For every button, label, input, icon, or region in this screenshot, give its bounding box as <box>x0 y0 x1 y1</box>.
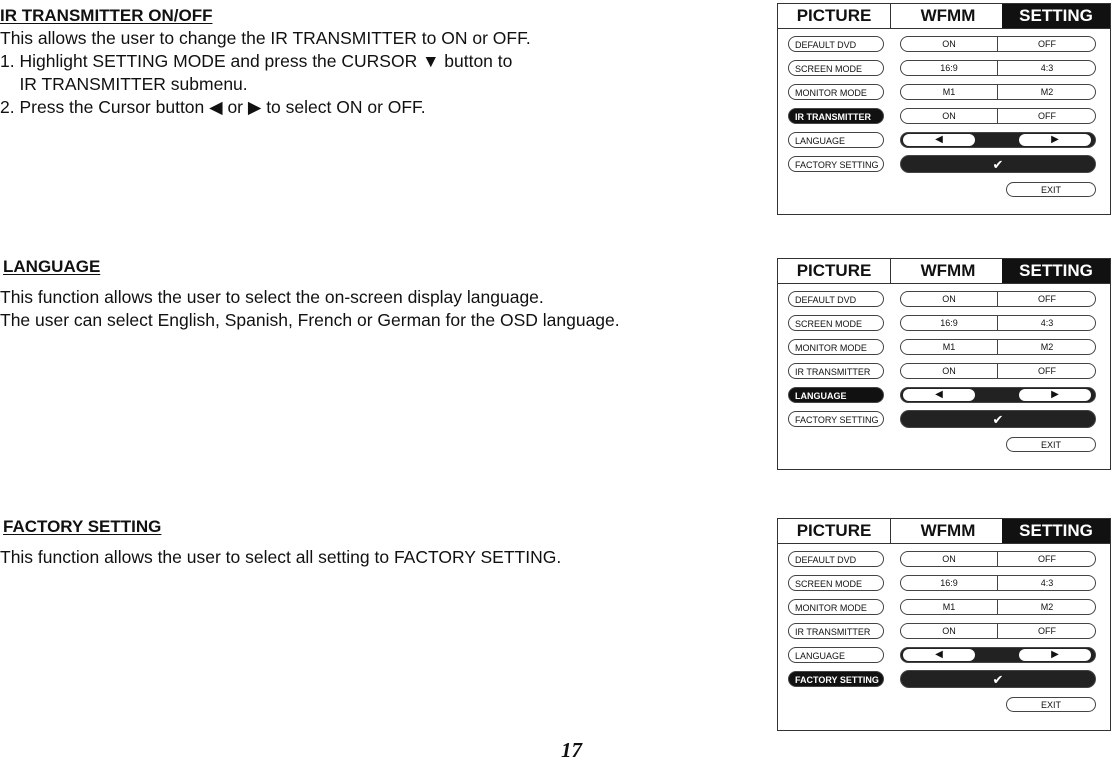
osd-option-pair <box>900 623 1096 639</box>
osd-option[interactable]: OFF <box>997 37 1096 51</box>
osd-option[interactable]: ON <box>942 626 956 636</box>
paragraph-line: This function allows the user to select all setting to FACTORY SETTING. <box>0 547 562 567</box>
language-selector[interactable] <box>900 132 1096 148</box>
osd-option[interactable]: ON <box>942 111 956 121</box>
osd-option-pair <box>900 551 1096 567</box>
left-arrow-icon[interactable]: ◀ <box>903 649 975 661</box>
osd-option[interactable]: M2 <box>997 340 1096 354</box>
osd-row-label[interactable]: MONITOR MODE <box>788 84 884 100</box>
language-selector[interactable] <box>900 647 1096 663</box>
paragraph-line: 2. Press the Cursor button ◀ or ▶ to select ON or OFF. <box>0 97 426 117</box>
osd-option[interactable]: OFF <box>997 552 1096 566</box>
section-language <box>0 256 620 332</box>
paragraph-line: This function allows the user to select the on-screen display language. <box>0 287 544 307</box>
section-ir-transmitter <box>0 5 531 119</box>
tab-setting[interactable]: SETTING <box>1002 519 1110 543</box>
osd-option[interactable]: M2 <box>997 85 1096 99</box>
factory-reset-confirm[interactable] <box>900 670 1096 688</box>
tab-wfmm[interactable]: WFMM <box>920 261 976 280</box>
osd-row-label[interactable]: SCREEN MODE <box>788 60 884 76</box>
tab-setting[interactable]: SETTING <box>1002 4 1110 28</box>
exit-button[interactable]: EXIT <box>1006 437 1096 452</box>
osd-option[interactable]: ON <box>942 294 956 304</box>
osd-tab-bar <box>778 259 1110 284</box>
osd-row-label[interactable]: IR TRANSMITTER <box>788 363 884 379</box>
tab-wfmm[interactable]: WFMM <box>920 521 976 540</box>
tab-picture[interactable]: PICTURE <box>778 259 891 283</box>
section-heading: IR TRANSMITTER ON/OFF <box>0 6 213 25</box>
exit-button[interactable]: EXIT <box>1006 182 1096 197</box>
osd-row-label[interactable]: MONITOR MODE <box>788 339 884 355</box>
osd-row-label[interactable]: DEFAULT DVD <box>788 551 884 567</box>
osd-row-label[interactable]: SCREEN MODE <box>788 315 884 331</box>
osd-row-label[interactable]: DEFAULT DVD <box>788 291 884 307</box>
osd-row-label[interactable]: MONITOR MODE <box>788 599 884 615</box>
osd-row-label[interactable]: DEFAULT DVD <box>788 36 884 52</box>
osd-option-pair <box>900 291 1096 307</box>
osd-row-label[interactable]: SCREEN MODE <box>788 575 884 591</box>
right-arrow-icon[interactable]: ▶ <box>1019 649 1091 661</box>
osd-option[interactable]: ON <box>942 39 956 49</box>
osd-option-pair <box>900 363 1096 379</box>
osd-option[interactable]: ON <box>942 366 956 376</box>
osd-option[interactable]: 16:9 <box>940 578 958 588</box>
osd-option[interactable]: M1 <box>942 602 956 612</box>
checkmark-icon: ✔ <box>992 157 1004 172</box>
checkmark-icon: ✔ <box>992 412 1004 427</box>
page-number: 17 <box>561 738 582 762</box>
osd-option-pair <box>900 84 1096 100</box>
osd-option[interactable]: OFF <box>997 292 1096 306</box>
osd-option[interactable]: OFF <box>997 364 1096 378</box>
osd-option-pair <box>900 339 1096 355</box>
osd-option-pair <box>900 36 1096 52</box>
osd-option-pair <box>900 60 1096 76</box>
tab-setting[interactable]: SETTING <box>1002 259 1110 283</box>
osd-row-label[interactable]: FACTORY SETTING <box>788 411 884 427</box>
osd-option[interactable]: M2 <box>997 600 1096 614</box>
tab-wfmm[interactable]: WFMM <box>920 6 976 25</box>
exit-button[interactable]: EXIT <box>1006 697 1096 712</box>
checkmark-icon: ✔ <box>992 672 1004 687</box>
osd-row-label[interactable]: LANGUAGE <box>788 132 884 148</box>
osd-option[interactable]: 16:9 <box>940 318 958 328</box>
osd-panel-factory-setting <box>777 518 1111 731</box>
factory-reset-confirm[interactable] <box>900 155 1096 173</box>
osd-option[interactable]: M1 <box>942 87 956 97</box>
osd-panel-language <box>777 258 1111 470</box>
osd-panel-ir-transmitter <box>777 3 1111 215</box>
paragraph-line: The user can select English, Spanish, French or German for the OSD language. <box>0 310 620 330</box>
osd-row-label[interactable]: IR TRANSMITTER <box>788 623 884 639</box>
osd-tab-bar <box>778 519 1110 544</box>
section-factory-setting <box>0 516 561 569</box>
osd-row-label[interactable]: IR TRANSMITTER <box>788 108 884 124</box>
osd-option[interactable]: 4:3 <box>997 576 1096 590</box>
osd-option-pair <box>900 599 1096 615</box>
osd-option[interactable]: 4:3 <box>997 61 1096 75</box>
osd-option[interactable]: ON <box>942 554 956 564</box>
osd-option-pair <box>900 315 1096 331</box>
tab-picture[interactable]: PICTURE <box>778 519 891 543</box>
osd-row-label[interactable]: FACTORY SETTING <box>788 156 884 172</box>
osd-option-pair <box>900 108 1096 124</box>
osd-option-pair <box>900 575 1096 591</box>
right-arrow-icon[interactable]: ▶ <box>1019 134 1091 146</box>
factory-reset-confirm[interactable] <box>900 410 1096 428</box>
osd-option[interactable]: OFF <box>997 109 1096 123</box>
left-arrow-icon[interactable]: ◀ <box>903 389 975 401</box>
section-heading: FACTORY SETTING <box>3 517 162 536</box>
paragraph-line: 1. Highlight SETTING MODE and press the CURSOR ▼ button to <box>0 51 513 71</box>
language-selector[interactable] <box>900 387 1096 403</box>
osd-option[interactable]: M1 <box>942 342 956 352</box>
left-arrow-icon[interactable]: ◀ <box>903 134 975 146</box>
osd-row-label[interactable]: FACTORY SETTING <box>788 671 884 687</box>
paragraph-line: This allows the user to change the IR TRANSMITTER to ON or OFF. <box>0 28 531 48</box>
osd-row-label[interactable]: LANGUAGE <box>788 647 884 663</box>
osd-option[interactable]: OFF <box>997 624 1096 638</box>
osd-row-label[interactable]: LANGUAGE <box>788 387 884 403</box>
paragraph-line: IR TRANSMITTER submenu. <box>0 74 248 94</box>
osd-option[interactable]: 4:3 <box>997 316 1096 330</box>
osd-option[interactable]: 16:9 <box>940 63 958 73</box>
section-heading: LANGUAGE <box>3 257 101 276</box>
right-arrow-icon[interactable]: ▶ <box>1019 389 1091 401</box>
tab-picture[interactable]: PICTURE <box>778 4 891 28</box>
osd-tab-bar <box>778 4 1110 29</box>
